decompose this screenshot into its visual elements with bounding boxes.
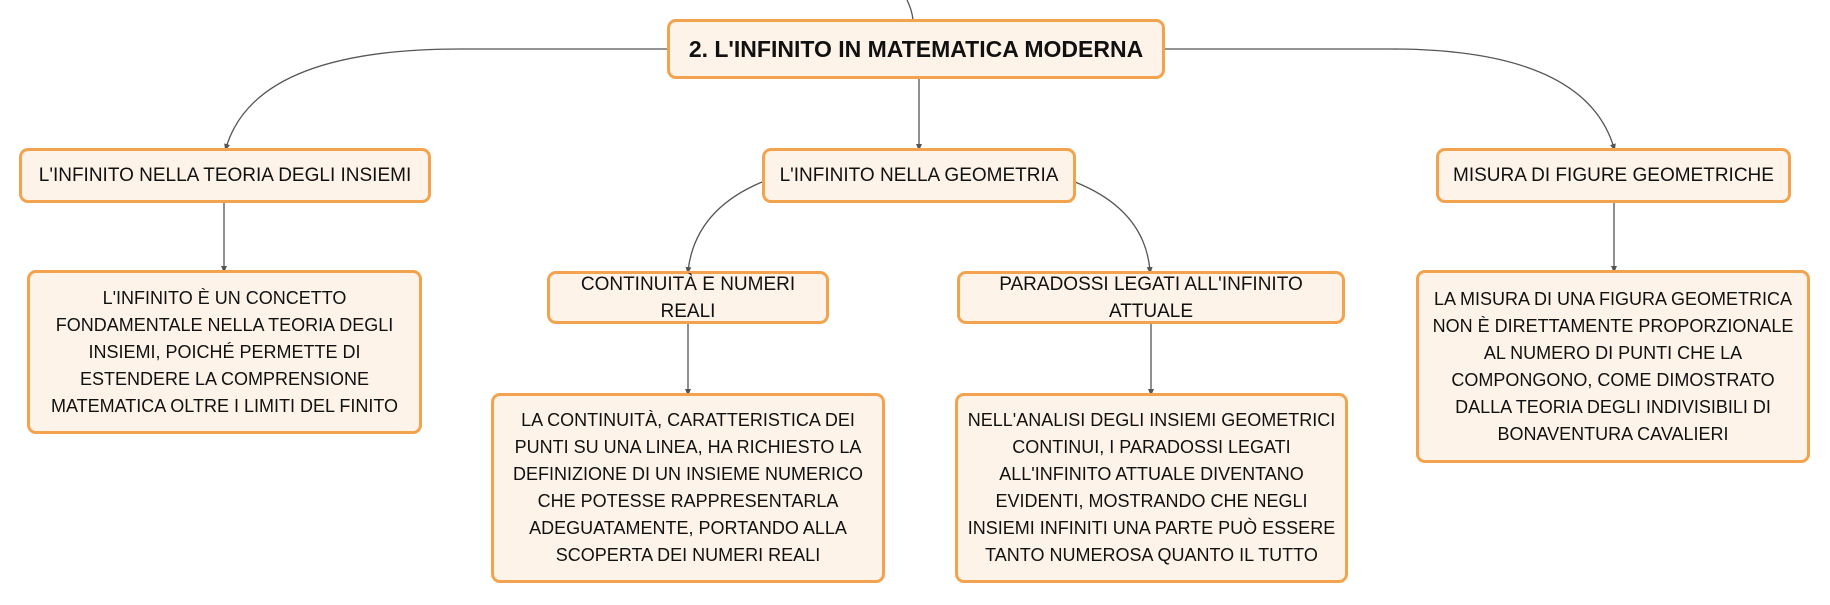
set-theory-node-label: L'INFINITO NELLA TEORIA DEGLI INSIEMI [38,165,412,186]
paradoxes-detail-node[interactable] [955,393,1348,583]
paradoxes-detail-text: NELL'ANALISI DEGLI INSIEMI GEOMETRICI CONTINUI, I PARADOSSI LEGATI ALL'INFINITO ATTUALE DIVENTANO EVIDENTI, MOSTRANDO CHE NEGLI INSIEMI INFINITI UNA PARTE PUÒ ESSERE TANTO NUMEROSA QUANTO IL TUTTO [967,410,1336,565]
measure-detail-text: LA MISURA DI UNA FIGURA GEOMETRICA NON È DIRETTAMENTE PROPORZIONALE AL NUMERO DI PUNTI CHE LA COMPONGONO, COME DIMOSTRATO DALLA TEORIA DEGLI INDIVISIBILI DI BONAVENTURA CAVALIERI [1432,288,1794,444]
connector-root-to-left [226,49,668,148]
paradoxes-node[interactable] [957,271,1345,324]
root-node-label: 2. L'INFINITO IN MATEMATICA MODERNA [688,35,1144,62]
root-node[interactable] [667,19,1165,79]
continuity-node-label: CONTINUITÀ E NUMERI REALI [580,273,796,322]
connector-center-to-paradoxes [1075,182,1150,271]
paradoxes-node-label: PARADOSSI LEGATI ALL'INFINITO ATTUALE [999,273,1303,322]
connector-center-to-continuity [688,182,762,271]
geometry-node-label: L'INFINITO NELLA GEOMETRIA [779,165,1059,186]
connector-from-parent [907,0,913,20]
continuity-detail-text: LA CONTINUITÀ, CARATTERISTICA DEI PUNTI SU UNA LINEA, HA RICHIESTO LA DEFINIZIONE DI UN INSIEME NUMERICO CHE POTESSE RAPPRESENTARLA ADEGUATAMENTE, PORTANDO ALLA SCOPERTA DEI NUMERI REALI [512,410,863,565]
geometry-node[interactable] [762,148,1076,203]
continuity-node[interactable] [547,271,829,324]
set-theory-detail-text: L'INFINITO È UN CONCETTO FONDAMENTALE NELLA TEORIA DEGLI INSIEMI, POICHÉ PERMETTE DI ESTENDERE LA COMPRENSIONE MATEMATICA OLTRE I LIMITI DEL FINITO [50,287,399,416]
set-theory-detail-node[interactable] [27,270,422,434]
measure-node[interactable] [1436,148,1791,203]
set-theory-node[interactable] [19,148,431,203]
measure-node-label: MISURA DI FIGURE GEOMETRICHE [1453,165,1774,186]
continuity-detail-node[interactable] [491,393,885,583]
measure-detail-node[interactable] [1416,270,1810,463]
connector-root-to-right [1164,49,1614,148]
